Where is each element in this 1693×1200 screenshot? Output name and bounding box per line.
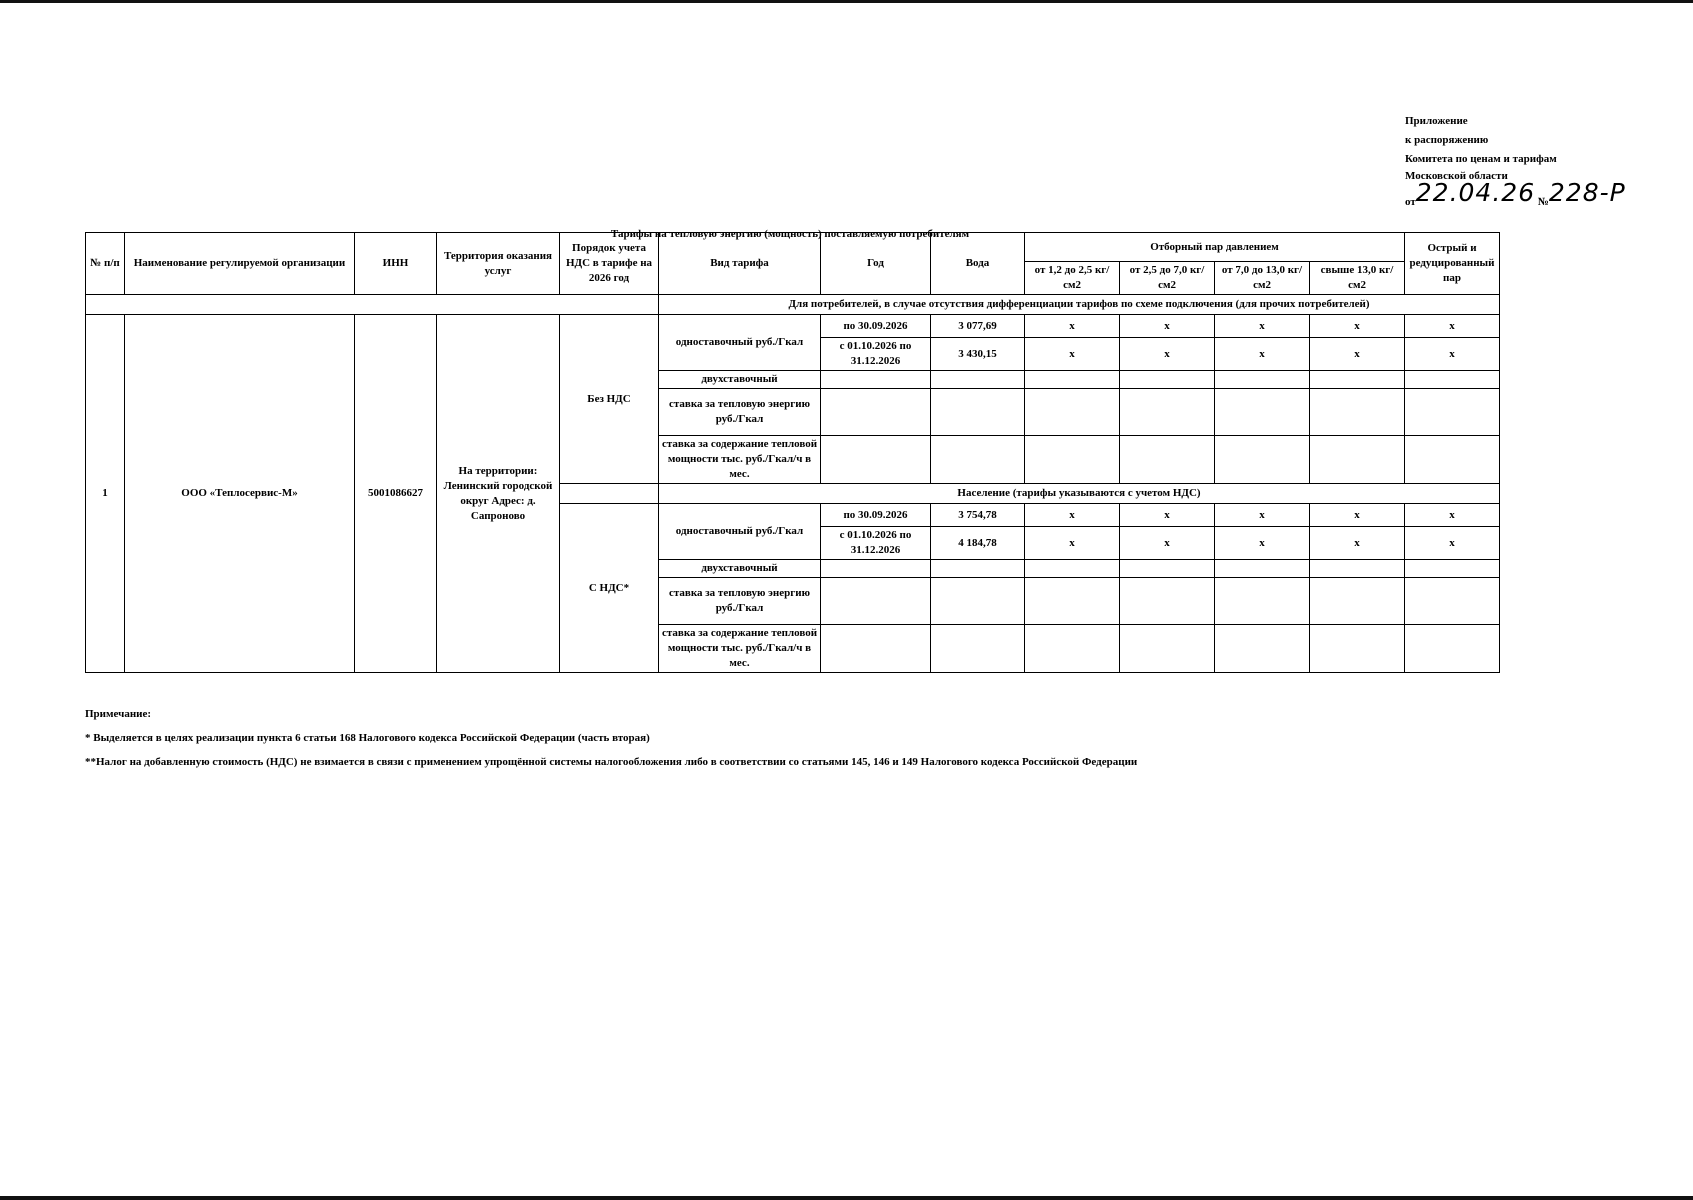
header-num: № п/п	[86, 233, 125, 295]
number-prefix: №	[1537, 196, 1549, 208]
date-prefix: от	[1405, 196, 1416, 208]
x-mark: х	[1025, 527, 1120, 560]
vat-order-with-vat: С НДС*	[560, 504, 659, 673]
header-water: Вода	[931, 233, 1025, 295]
x-mark: х	[1215, 504, 1310, 527]
x-mark: х	[1215, 527, 1310, 560]
section-other-consumers: Для потребителей, в случае отсутствия дифференциации тарифов по схеме подключения (для прочих потребителей)	[659, 295, 1500, 315]
x-mark: х	[1405, 504, 1500, 527]
x-mark: х	[1025, 504, 1120, 527]
document-title: Тарифы на тепловую энергию (мощность) поставляемую потребителям	[610, 228, 970, 240]
x-mark: х	[1405, 338, 1500, 371]
water-value: 3 754,78	[931, 504, 1025, 527]
header-inn: ИНН	[355, 233, 437, 295]
scan-border-bottom	[0, 1196, 1693, 1200]
appendix-line-1: Приложение	[1405, 115, 1468, 127]
header-steam-3: от 7,0 до 13,0 кг/см2	[1215, 262, 1310, 295]
tariff-energy-rate: ставка за тепловую энергию руб./Гкал	[659, 389, 821, 436]
note-1: * Выделяется в целях реализации пункта 6 статьи 168 Налогового кодекса Российской Федерации (часть вторая)	[85, 732, 650, 744]
tariff-table	[85, 232, 1500, 673]
tariff-energy-rate: ставка за тепловую энергию руб./Гкал	[659, 578, 821, 625]
x-mark: х	[1120, 527, 1215, 560]
scan-border-top	[0, 0, 1693, 3]
x-mark: х	[1405, 527, 1500, 560]
x-mark: х	[1310, 315, 1405, 338]
period-1: по 30.09.2026	[821, 504, 931, 527]
section-population: Население (тарифы указываются с учетом НДС)	[659, 484, 1500, 504]
x-mark: х	[1025, 315, 1120, 338]
note-2: **Налог на добавленную стоимость (НДС) не взимается в связи с применением упрощённой системы налогообложения либо в соответствии со статьями 145, 146 и 149 Налогового кодекса Российской Федерации	[85, 756, 1138, 768]
x-mark: х	[1215, 338, 1310, 371]
header-steam-1: от 1,2 до 2,5 кг/см2	[1025, 262, 1120, 295]
handwritten-date: 22.04.26	[1415, 178, 1536, 207]
tariff-single-rate: одноставочный руб./Гкал	[659, 504, 821, 560]
x-mark: х	[1025, 338, 1120, 371]
org-name: ООО «Теплосервис-М»	[125, 315, 355, 673]
x-mark: х	[1120, 504, 1215, 527]
section-blank	[86, 295, 659, 315]
order-date-number	[1405, 178, 1626, 208]
tariff-capacity-rate: ставка за содержание тепловой мощности тыс. руб./Гкал/ч в мес.	[659, 436, 821, 484]
territory: На территории: Ленинский городской округ Адрес: д. Сапроново	[437, 315, 560, 673]
tariff-two-rate: двухставочный	[659, 371, 821, 389]
header-year: Год	[821, 233, 931, 295]
header-territory: Территория оказания услуг	[437, 233, 560, 295]
x-mark: х	[1120, 338, 1215, 371]
x-mark: х	[1310, 338, 1405, 371]
tariff-two-rate: двухставочный	[659, 560, 821, 578]
x-mark: х	[1215, 315, 1310, 338]
notes-block	[85, 702, 1137, 774]
header-org: Наименование регулируемой организации	[125, 233, 355, 295]
header-steam-2: от 2,5 до 7,0 кг/см2	[1120, 262, 1215, 295]
x-mark: х	[1405, 315, 1500, 338]
period-2: с 01.10.2026 по 31.12.2026	[821, 338, 931, 371]
section-blank-vat	[560, 484, 659, 504]
header-tariff-type: Вид тарифа	[659, 233, 821, 295]
appendix-line-4: Московской области	[1405, 170, 1508, 182]
row-number: 1	[86, 315, 125, 673]
tariff-capacity-rate: ставка за содержание тепловой мощности тыс. руб./Гкал/ч в мес.	[659, 625, 821, 673]
org-inn: 5001086627	[355, 315, 437, 673]
tariff-single-rate: одноставочный руб./Гкал	[659, 315, 821, 371]
vat-order-no-vat: Без НДС	[560, 315, 659, 484]
header-steam-4: свыше 13,0 кг/см2	[1310, 262, 1405, 295]
appendix-line-3: Комитета по ценам и тарифам	[1405, 153, 1557, 165]
header-sharp-steam: Острый и редуцированный пар	[1405, 233, 1500, 295]
period-2: с 01.10.2026 по 31.12.2026	[821, 527, 931, 560]
water-value: 4 184,78	[931, 527, 1025, 560]
appendix-block	[1405, 112, 1626, 208]
handwritten-number: 228-Р	[1548, 178, 1626, 207]
x-mark: х	[1310, 504, 1405, 527]
water-value: 3 430,15	[931, 338, 1025, 371]
water-value: 3 077,69	[931, 315, 1025, 338]
header-vat-order: Порядок учета НДС в тарифе на 2026 год	[560, 233, 659, 295]
notes-heading: Примечание:	[85, 708, 152, 720]
period-1: по 30.09.2026	[821, 315, 931, 338]
appendix-line-2: к распоряжению	[1405, 134, 1489, 146]
x-mark: х	[1120, 315, 1215, 338]
x-mark: х	[1310, 527, 1405, 560]
header-steam: Отборный пар давлением	[1025, 233, 1405, 262]
